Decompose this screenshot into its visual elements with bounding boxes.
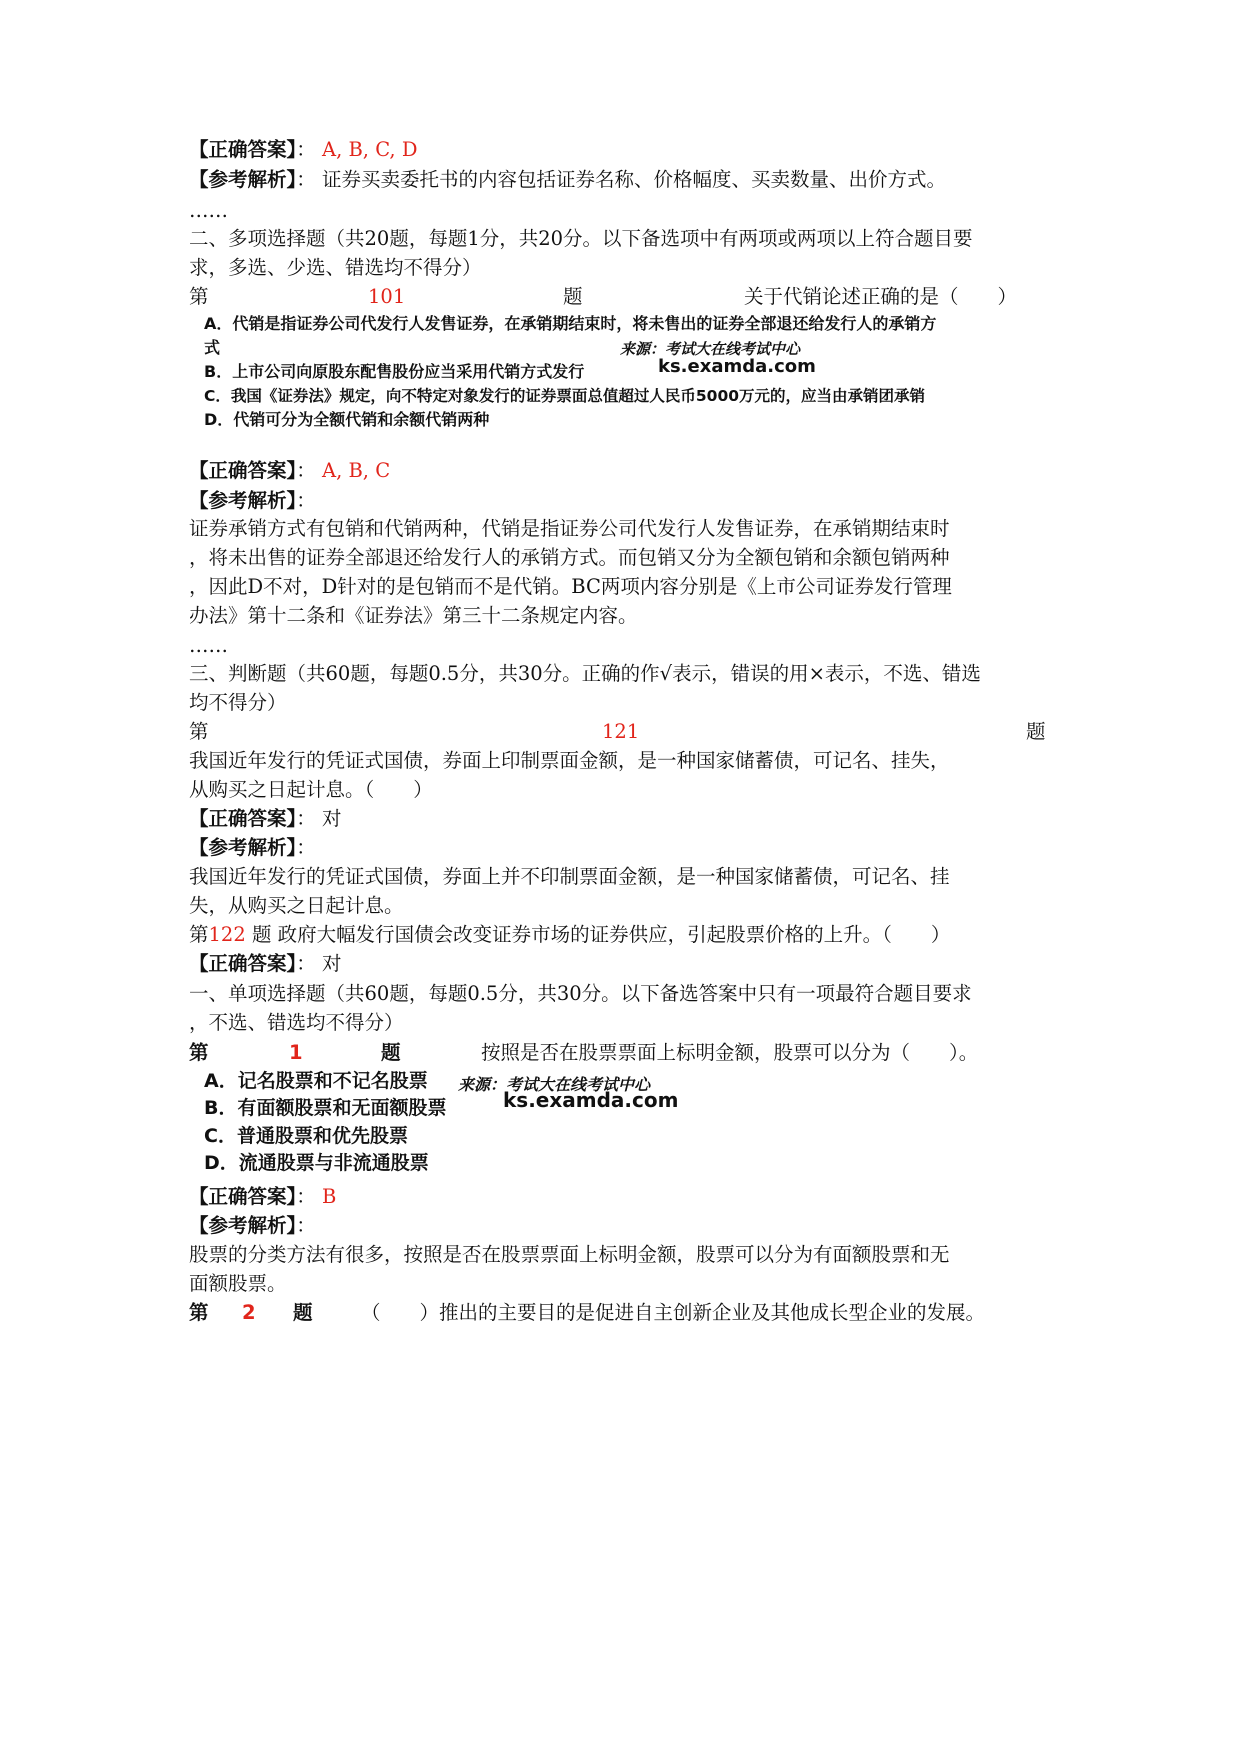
- question-number: 122: [208, 923, 246, 946]
- question-stem: 按照是否在股票票面上标明金额，股票可以分为（ ）。: [481, 1041, 979, 1064]
- section-heading-cont: 均不得分）: [189, 691, 287, 714]
- question-number: 2: [242, 1301, 256, 1324]
- question-number: 101: [368, 285, 406, 308]
- question-number: 1: [289, 1041, 303, 1064]
- question-prefix: 第: [189, 285, 209, 308]
- answer-value: B: [321, 1185, 337, 1208]
- question-suffix: 题: [1026, 720, 1046, 743]
- colon: ：: [296, 952, 316, 975]
- analysis-row: [189, 1213, 316, 1239]
- section-heading: 二、多项选择题（共20题，每题1分，共20分。以下备选项中有两项或两项以上符合题目要: [189, 227, 973, 250]
- option-b: B．有面额股票和无面额股票: [204, 1097, 447, 1119]
- option-a-cont: 式: [204, 338, 221, 357]
- analysis-text: 面额股票。: [189, 1272, 287, 1295]
- answer-row: [189, 1184, 336, 1210]
- question-prefix: 第: [189, 1041, 209, 1064]
- question-stem: 关于代销论述正确的是（ ）: [744, 285, 1018, 308]
- question-number: 121: [602, 720, 640, 743]
- analysis-row: [189, 167, 946, 193]
- section-heading-cont: 求，多选、少选、错选均不得分）: [189, 256, 482, 279]
- option-a: A．代销是指证券公司代发行人发售证券，在承销期结束时，将未售出的证券全部退还给发行人的承销方: [204, 314, 937, 333]
- answer-row: [189, 458, 390, 484]
- answer-value: A, B, C, D: [321, 138, 418, 161]
- ellipsis: ……: [189, 199, 228, 222]
- analysis-label: 【参考解析】: [189, 1214, 297, 1237]
- analysis-label: 【参考解析】: [189, 836, 297, 859]
- option-b: B．上市公司向原股东配售股份应当采用代销方式发行: [204, 362, 585, 381]
- question-stem: （ ）推出的主要目的是促进自主创新企业及其他成长型企业的发展。: [361, 1301, 986, 1324]
- section-heading: 一、单项选择题（共60题，每题0.5分，共30分。以下备选答案中只有一项最符合题目要求: [189, 982, 972, 1005]
- analysis-text: 股票的分类方法有很多，按照是否在股票票面上标明金额，股票可以分为有面额股票和无: [189, 1243, 950, 1266]
- analysis-text: 失，从购买之日起计息。: [189, 894, 404, 917]
- answer-label: 【正确答案】: [189, 138, 297, 161]
- ellipsis: ……: [189, 634, 228, 657]
- analysis-row: [189, 488, 316, 514]
- colon: ：: [296, 459, 316, 482]
- question-header: [189, 922, 950, 948]
- watermark-url: ks.examda.com: [503, 1088, 679, 1112]
- question-suffix: 题: [563, 285, 583, 308]
- watermark-source: 来源：考试大在线考试中心: [620, 340, 801, 358]
- analysis-row: [189, 835, 316, 861]
- analysis-text: ，将未出售的证券全部退还给发行人的承销方式。而包销又分为全额包销和余额包销两种: [189, 546, 950, 569]
- analysis-text: 我国近年发行的凭证式国债，券面上并不印制票面金额，是一种国家储蓄债，可记名、挂: [189, 865, 950, 888]
- watermark-url: ks.examda.com: [658, 356, 816, 377]
- answer-value: 对: [321, 952, 342, 975]
- analysis-label: 【参考解析】: [189, 168, 297, 191]
- section-heading-cont: ，不选、错选均不得分）: [189, 1011, 404, 1034]
- answer-label: 【正确答案】: [189, 807, 297, 830]
- answer-label: 【正确答案】: [189, 952, 297, 975]
- option-a: A．记名股票和不记名股票: [204, 1070, 428, 1092]
- question-prefix: 第: [189, 720, 209, 743]
- answer-value: 对: [321, 807, 342, 830]
- answer-label: 【正确答案】: [189, 459, 297, 482]
- analysis-text: 证券买卖委托书的内容包括证券名称、价格幅度、买卖数量、出价方式。: [321, 168, 946, 191]
- answer-row: [189, 137, 417, 163]
- question-suffix: 题: [381, 1041, 401, 1064]
- option-d: D．代销可分为全额代销和余额代销两种: [204, 410, 490, 429]
- answer-label: 【正确答案】: [189, 1185, 297, 1208]
- answer-row: [189, 806, 342, 832]
- option-c: C．我国《证券法》规定，向不特定对象发行的证券票面总值超过人民币5000万元的，应当由承销团承销: [204, 387, 926, 405]
- question-prefix: 第: [189, 923, 209, 946]
- analysis-text: 证券承销方式有包销和代销两种，代销是指证券公司代发行人发售证券，在承销期结束时: [189, 517, 950, 540]
- colon: ：: [296, 138, 316, 161]
- colon: ：: [296, 168, 316, 191]
- colon: ：: [296, 807, 316, 830]
- question-suffix: 题: [293, 1301, 313, 1324]
- question-prefix: 第: [189, 1301, 209, 1324]
- watermark-source: 来源：考试大在线考试中心: [458, 1075, 651, 1094]
- analysis-text: ，因此D不对，D针对的是包销而不是代销。BC两项内容分别是《上市公司证券发行管理: [189, 575, 952, 598]
- option-c: C．普通股票和优先股票: [204, 1125, 408, 1147]
- analysis-text: 办法》第十二条和《证券法》第三十二条规定内容。: [189, 604, 638, 627]
- colon: ：: [296, 489, 316, 512]
- question-stem-cont: 从购买之日起计息。（ ）: [189, 778, 433, 801]
- colon: ：: [296, 836, 316, 859]
- answer-row: [189, 951, 342, 977]
- question-stem: 政府大幅发行国债会改变证券市场的证券供应，引起股票价格的上升。（ ）: [277, 923, 951, 946]
- section-heading: 三、判断题（共60题，每题0.5分，共30分。正确的作√表示，错误的用×表示，不选、错选: [189, 662, 981, 685]
- colon: ：: [296, 1214, 316, 1237]
- colon: ：: [296, 1185, 316, 1208]
- analysis-label: 【参考解析】: [189, 489, 297, 512]
- question-stem: 我国近年发行的凭证式国债，券面上印制票面金额，是一种国家储蓄债，可记名、挂失，: [189, 749, 950, 772]
- option-d: D．流通股票与非流通股票: [204, 1152, 429, 1174]
- answer-value: A, B, C: [321, 459, 391, 482]
- question-suffix: 题: [251, 923, 272, 946]
